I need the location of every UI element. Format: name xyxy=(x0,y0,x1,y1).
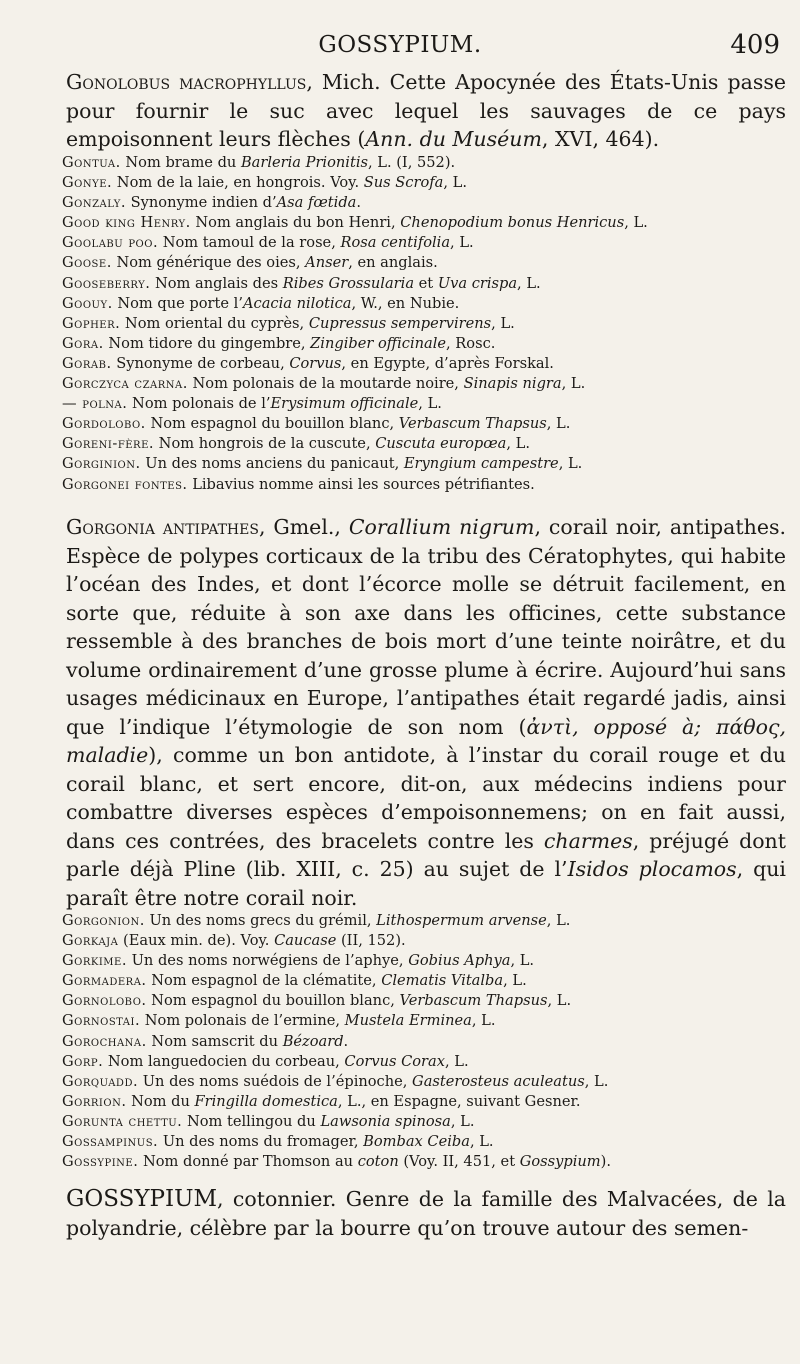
list-item xyxy=(62,931,762,951)
entry-tail: , L. (I, 552). xyxy=(367,154,456,171)
intro-citation: Ann. du Muséum xyxy=(365,127,542,151)
list-item xyxy=(62,314,762,334)
gossypium-term: GOSSYPIUM xyxy=(66,1186,218,1212)
entry-italic: coton xyxy=(357,1153,399,1171)
entry-term: Goolabu poo. xyxy=(62,234,159,252)
gorgonia-text-3: ), comme un bon antidote, à l’instar du corail rouge et du corail blanc, et sert encore, dit-on, aux médecins indiens pour combattre diverses espèces d’empoisonnemens; on en fait aussi, dans ces contrées, des bracelets contre les xyxy=(66,743,786,853)
entry-term: Gonzaly. xyxy=(62,194,127,212)
entry-text: Nom oriental du cyprès, xyxy=(120,314,309,332)
gossypium-text: , cotonnier. Genre de la famille des Malvacées, de la polyandrie, célèbre par la bourre qu’on trouve autour des semen- xyxy=(66,1187,786,1240)
list-item xyxy=(62,991,762,1011)
entry-italic: Lithospermum arvense xyxy=(376,912,547,929)
entry-text: Nom brame du xyxy=(120,154,241,171)
entry-italic: Corvus Corax xyxy=(344,1052,445,1070)
entry-term: Gorkaja xyxy=(62,932,119,950)
entry-tail-2: ). xyxy=(600,1153,611,1171)
entry-italic: Sinapis nigra xyxy=(463,375,562,393)
list-item xyxy=(62,173,762,193)
list-item xyxy=(62,1152,762,1172)
page-number: 409 xyxy=(730,30,780,60)
gorgonia-italic-2: ἀντὶ, opposé à; πάθος, maladie xyxy=(66,714,786,767)
entry-italic: Chenopodium bonus Henricus xyxy=(400,214,625,232)
entry-term: Gora. xyxy=(62,334,104,352)
list-item xyxy=(62,233,762,253)
entry-tail-2: , L. xyxy=(517,274,541,292)
entry-term: Goreni-fère. xyxy=(62,435,155,453)
list-item xyxy=(62,434,762,454)
entry-italic-2: Uva crispa xyxy=(437,274,518,292)
list-item xyxy=(62,971,762,991)
gossypium-paragraph xyxy=(66,1185,786,1242)
entry-tail: , W., en Nubie. xyxy=(351,294,460,312)
entry-term: Gorab. xyxy=(62,354,112,372)
entry-tail: , L. xyxy=(471,1012,496,1030)
entry-tail: , L. xyxy=(624,214,648,232)
list-item xyxy=(62,1011,762,1031)
entry-text: Nom anglais des xyxy=(150,274,283,292)
entry-term: Gorp. xyxy=(62,1052,104,1070)
list-item xyxy=(62,1072,762,1092)
entry-text: Un des noms norwégiens de l’aphye, xyxy=(126,952,409,970)
entry-tail: , L. xyxy=(491,314,515,332)
entry-italic: Verbascum Thapsus xyxy=(399,992,548,1010)
running-title: GOSSYPIUM. xyxy=(318,32,482,58)
entry-text: Nom espagnol du bouillon blanc, xyxy=(146,992,400,1010)
entry-term: Gorkime. xyxy=(62,952,127,970)
entry-tail: , L. xyxy=(450,234,474,252)
list-item xyxy=(62,1032,762,1052)
entry-italic: Anser xyxy=(305,254,349,272)
entry-tail: , L. xyxy=(558,455,583,473)
entry-italic: Gobius Aphya xyxy=(408,952,511,970)
list-item xyxy=(62,213,762,233)
entry-text: Nom de la laie, en hongrois. Voy. xyxy=(112,174,364,192)
entry-tail: , L. xyxy=(546,912,571,929)
entry-italic: Erysimum officinale xyxy=(270,395,419,413)
entry-text: Un des noms grecs du grémil, xyxy=(144,912,377,929)
entry-text: Nom donné par Thomson au xyxy=(138,1153,358,1171)
gorgonia-text-2: , corail noir, antipathes. Espèce de polypes corticaux de la tribu des Cératophytes, qui habite l’océan des Indes, et dont l’écorce molle se détruit facilement, en sorte que, réduite à son axe dans les officines, cette substance ressemble à des branches de bois mort d’une teinte noirâtre, et du volume ordinairement d’une grosse plume à écrire. Aujourd’hui sans usages médicinaux en Europe, l’antipathes était regardé jadis, ainsi que l’indique l’étymologie de son nom ( xyxy=(66,515,786,739)
entry-term: Gorgonion. xyxy=(62,912,145,929)
entry-tail: et xyxy=(414,274,438,292)
list-item xyxy=(62,253,762,273)
list-item xyxy=(62,394,762,414)
entry-tail: . xyxy=(356,194,362,212)
entry-italic: Mustela Erminea xyxy=(344,1012,472,1030)
entry-text: Nom hongrois de la cuscute, xyxy=(154,435,376,453)
list-item xyxy=(62,193,762,213)
list-item xyxy=(62,294,762,314)
entry-italic: Asa fœtida xyxy=(276,194,357,212)
entry-tail: , L. xyxy=(444,1052,469,1070)
list-item xyxy=(62,1092,762,1112)
entry-italic: Eryngium campestre xyxy=(403,455,559,473)
entry-italic: Barleria Prionitis xyxy=(240,154,368,171)
entry-text: Un des noms suédois de l’épinoche, xyxy=(138,1072,413,1090)
gorgonia-text-5: , qui paraît être notre corail noir. xyxy=(66,857,786,910)
intro-text-end: , XVI, 464). xyxy=(541,127,660,151)
entry-text: Nom générique des oies, xyxy=(111,254,306,272)
list-item xyxy=(62,414,762,434)
entry-tail: , Rosc. xyxy=(446,334,496,352)
entry-text: Synonyme indien d’ xyxy=(126,194,277,212)
entry-text: Nom du xyxy=(126,1092,195,1110)
entry-term: Gorgonei fontes. xyxy=(62,475,188,493)
entry-italic: Verbascum Thapsus xyxy=(398,415,547,433)
entry-term: Gossypine. xyxy=(62,1153,139,1171)
entry-tail: , L. xyxy=(443,174,467,192)
entry-term: Gopher. xyxy=(62,314,121,332)
entry-italic: Cupressus sempervirens xyxy=(308,314,492,332)
entry-italic: Gasterosteus aculeatus xyxy=(412,1072,585,1090)
gorgonia-italic-4: Isidos plocamos xyxy=(567,857,737,881)
entry-italic: Bombax Ceiba xyxy=(363,1133,470,1151)
list-item xyxy=(62,374,762,394)
entry-italic: Clematis Vitalba xyxy=(381,972,504,990)
entry-tail: , L. xyxy=(561,375,586,393)
entry-term: Goouy. xyxy=(62,294,113,312)
entry-italic: Caucase xyxy=(274,932,337,950)
entry-text: Synonyme de corbeau, xyxy=(111,354,290,372)
gorgonia-italic-3: charmes xyxy=(543,828,633,853)
gorgonia-text-4: , préjugé dont parle déjà Pline (lib. XIII, c. 25) au sujet de l’ xyxy=(66,828,786,881)
list-item xyxy=(62,475,762,495)
list-item xyxy=(62,911,762,931)
entry-tail: , L. xyxy=(546,415,571,433)
entry-italic: Ribes Grossularia xyxy=(282,274,415,292)
list-item xyxy=(62,153,762,173)
entry-text: Nom anglais du bon Henri, xyxy=(190,214,401,232)
gorgonia-term: Gorgonia antipathes xyxy=(66,515,259,539)
list-item xyxy=(62,354,762,374)
intro-paragraph xyxy=(66,68,786,154)
entries-list-bottom xyxy=(62,911,762,1172)
entry-tail: , L. xyxy=(418,395,442,413)
entry-term: Gornolobo. xyxy=(62,992,147,1010)
entries-list-top xyxy=(62,153,762,495)
entry-term: Gooseberry. xyxy=(62,274,151,292)
list-item xyxy=(62,951,762,971)
entry-tail: . xyxy=(343,1032,349,1050)
entry-italic: Fringilla domestica xyxy=(194,1092,338,1110)
entry-tail: , en Egypte, d’après Forskal. xyxy=(341,354,554,372)
entry-text: (Eaux min. de). Voy. xyxy=(118,932,275,950)
entry-italic: Rosa centifolia xyxy=(340,234,451,252)
list-item xyxy=(62,1132,762,1152)
entry-tail: , en anglais. xyxy=(348,254,438,272)
list-item xyxy=(62,334,762,354)
list-item xyxy=(62,274,762,294)
entry-text: Nom espagnol du bouillon blanc, xyxy=(145,415,399,433)
entry-term: Gorochana. xyxy=(62,1032,147,1050)
entry-italic: Cuscuta europœa xyxy=(375,435,507,453)
intro-text: , Mich. Cette Apocynée des États-Unis passe pour fournir le suc avec lequel les sauvages de ce pays empoisonnent leurs flèches ( xyxy=(66,70,786,151)
entry-term: — polna. xyxy=(62,395,128,413)
entry-term: Goose. xyxy=(62,254,112,272)
entry-text: Nom tamoul de la rose, xyxy=(158,234,341,252)
entry-term: Gorginion. xyxy=(62,455,141,473)
entry-text: Nom polonais de la moutarde noire, xyxy=(187,375,464,393)
entry-italic: Corvus xyxy=(289,354,342,372)
entry-text: Un des noms du fromager, xyxy=(158,1133,364,1151)
entry-text: Nom samscrit du xyxy=(146,1032,283,1050)
entry-term: Gormadera. xyxy=(62,972,147,990)
intro-term: Gonolobus macrophyllus xyxy=(66,70,307,94)
gorgonia-text-1: , Gmel., xyxy=(258,515,349,539)
entry-italic: Zingiber officinale xyxy=(310,334,447,352)
entry-term: Gossampinus. xyxy=(62,1133,159,1151)
entry-term: Good king Henry. xyxy=(62,214,191,232)
entry-tail: , L. xyxy=(450,1112,475,1130)
entry-tail: , L. xyxy=(510,952,535,970)
entry-text: Nom tidore du gingembre, xyxy=(103,334,311,352)
gorgonia-italic-1: Corallium nigrum xyxy=(348,515,535,539)
entry-text: Nom languedocien du corbeau, xyxy=(103,1052,345,1070)
entry-term: Gorrion. xyxy=(62,1092,127,1110)
entry-tail: , L. xyxy=(547,992,572,1010)
entry-text: Nom polonais de l’ xyxy=(127,395,271,413)
entry-term: Gontua. xyxy=(62,154,121,171)
entry-term: Gornostai. xyxy=(62,1012,141,1030)
entry-tail: , L. xyxy=(506,435,530,453)
entry-tail: , L. xyxy=(469,1133,494,1151)
entry-tail: , L. xyxy=(584,1072,609,1090)
entry-tail: , L., en Espagne, suivant Gesner. xyxy=(337,1092,581,1110)
entry-text: Nom que porte l’ xyxy=(112,294,243,312)
entry-text: Nom polonais de l’ermine, xyxy=(140,1012,345,1030)
entry-term: Gonye. xyxy=(62,174,113,192)
gorgonia-paragraph xyxy=(66,513,786,912)
entry-italic: Lawsonia spinosa xyxy=(320,1112,451,1130)
list-item xyxy=(62,1112,762,1132)
entry-tail: , L. xyxy=(503,972,527,990)
page-header xyxy=(0,30,800,62)
entry-italic: Sus Scrofa xyxy=(363,174,444,192)
entry-italic-2: Gossypium xyxy=(519,1153,601,1171)
entry-text: Nom espagnol de la clématite, xyxy=(146,972,382,990)
entry-italic: Acacia nilotica xyxy=(242,294,352,312)
list-item xyxy=(62,454,762,474)
entry-italic: Bézoard xyxy=(282,1032,344,1050)
entry-term: Gorczyca czarna. xyxy=(62,375,188,393)
entry-text: Un des noms anciens du panicaut, xyxy=(140,455,404,473)
list-item xyxy=(62,1052,762,1072)
entry-text: Nom tellingou du xyxy=(182,1112,321,1130)
entry-text: Libavius nomme ainsi les sources pétrifiantes. xyxy=(187,475,535,493)
entry-tail: (Voy. II, 451, et xyxy=(398,1153,520,1171)
entry-term: Gorquadd. xyxy=(62,1072,139,1090)
entry-term: Gorunta chettu. xyxy=(62,1112,183,1130)
entry-term: Gordolobo. xyxy=(62,415,146,433)
entry-tail: (II, 152). xyxy=(336,932,406,950)
